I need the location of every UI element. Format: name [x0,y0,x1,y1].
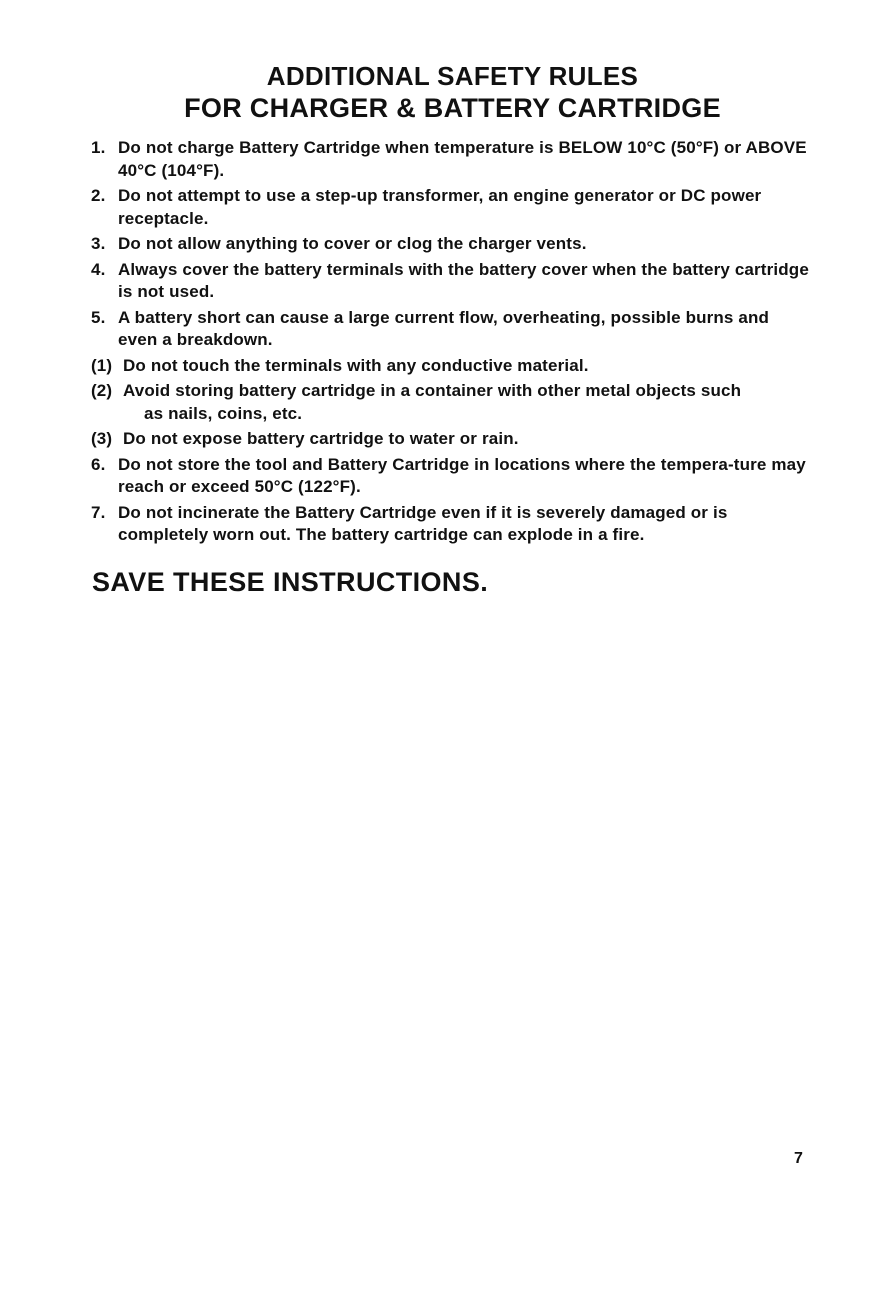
rule-number: 4. [91,259,106,279]
rule-text: A battery short can cause a large current flow, overheating, possible burns and even a breakdown. [118,307,770,349]
save-instructions-heading: SAVE THESE INSTRUCTIONS. [92,567,489,597]
subrule-number: (3) [91,429,113,448]
rule-item-1 [91,137,813,182]
rule-item-7 [91,502,813,547]
subrule-item-2 [64,380,813,425]
rule-number: 5. [91,307,106,327]
subrule-text: Avoid storing battery cartridge in a container with other metal objects such [123,381,742,400]
rule-number: 6. [91,454,106,474]
subrule-text: Do not expose battery cartridge to water or rain. [123,429,519,448]
rule-item-3 [91,233,813,256]
rule-item-5 [91,307,813,352]
rule-number: 3. [91,234,106,253]
rule-text: Do not charge Battery Cartridge when temperature is BELOW 10°C (50°F) or ABOVE 40°C (104°F). [118,138,807,180]
page-title-line-1: ADDITIONAL SAFETY RULES [266,61,639,91]
rule-item-6 [91,454,813,499]
rule-number: 1. [91,138,106,157]
rule-item-2 [91,185,813,230]
subrule-text: Do not touch the terminals with any conductive material. [123,355,589,375]
rule-text: Do not incinerate the Battery Cartridge even if it is severely damaged or is completely worn out. The battery cartridge can explode in a fire. [118,502,728,544]
page-title-line-2: FOR CHARGER & BATTERY CARTRIDGE [184,93,721,123]
subrule-item-3 [64,428,813,451]
page-number: 7 [794,1150,803,1167]
subrule-number: (1) [91,355,113,375]
rule-text: Do not store the tool and Battery Cartridge in locations where the tempera-ture may reach or exceed 50°C (122°F). [118,454,806,496]
rule-text: Do not allow anything to cover or clog the charger vents. [118,234,587,253]
rule-text: Do not attempt to use a step-up transformer, an engine generator or DC power receptacle. [118,186,762,228]
rule-number: 2. [91,186,106,205]
rule-number: 7. [91,502,106,522]
subrule-item-1 [64,355,813,378]
subrule-continuation: as nails, coins, etc. [144,403,303,423]
rule-item-4 [91,259,813,304]
safety-rules-list [91,137,813,550]
rule-text: Always cover the battery terminals with the battery cover when the battery cartridge is not used. [118,259,809,301]
subrule-number: (2) [91,381,113,400]
